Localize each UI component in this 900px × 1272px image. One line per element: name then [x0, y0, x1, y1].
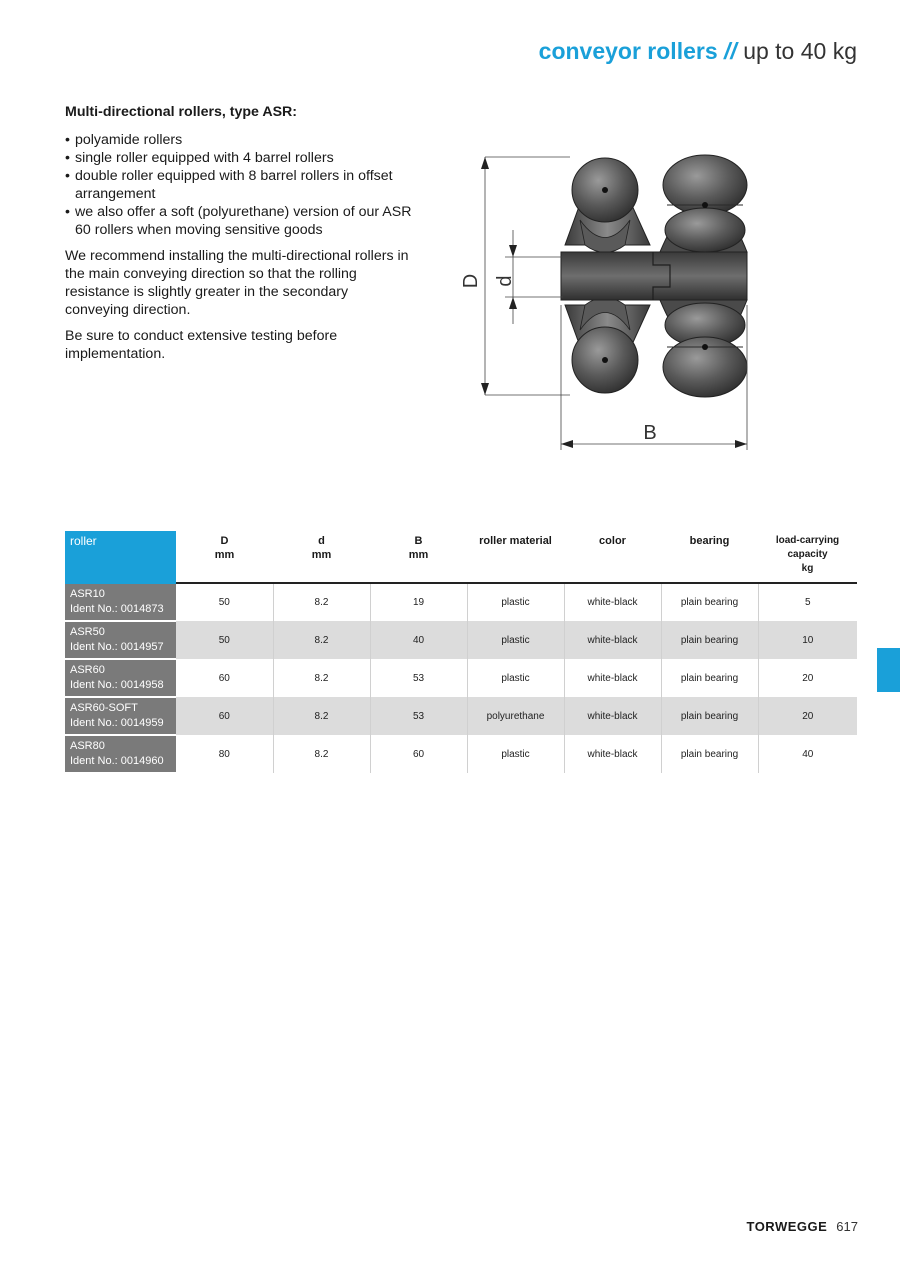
label-B: B	[643, 422, 657, 444]
cell-d: 8.2	[273, 583, 370, 621]
header-load-line1: load-carrying	[775, 535, 840, 546]
ident-number: Ident No.: 0014957	[70, 641, 164, 653]
cell-B: 53	[370, 697, 467, 735]
table-row	[65, 697, 857, 735]
ident-number: Ident No.: 0014873	[70, 603, 164, 615]
header-color: color	[564, 531, 661, 583]
header-load-unit: kg	[801, 563, 814, 574]
cell-color: white-black	[564, 697, 661, 735]
header-B-label: B	[414, 535, 423, 547]
cell-color: white-black	[564, 735, 661, 773]
cell-B: 40	[370, 621, 467, 659]
header-roller: roller	[65, 531, 176, 583]
header-separator: //	[724, 38, 737, 64]
header-D-label: D	[220, 535, 229, 547]
intro-section	[65, 103, 415, 371]
header-d	[273, 531, 370, 583]
cell-D: 50	[218, 597, 230, 608]
cell-load: 10	[758, 621, 857, 659]
feature-list	[65, 131, 415, 239]
feature-item: • single roller equipped with 4 barrel rollers	[65, 149, 415, 167]
roller-name: ASR10	[70, 588, 105, 600]
testing-paragraph: Be sure to conduct extensive testing before implementation.	[65, 328, 338, 362]
table-row	[65, 735, 857, 773]
cell-material: plastic	[467, 735, 564, 773]
header-d-label: d	[318, 535, 325, 547]
cell-material: polyurethane	[467, 697, 564, 735]
cell-bearing: plain bearing	[661, 659, 758, 697]
intro-heading: Multi-directional rollers, type ASR:	[65, 104, 298, 120]
cell-D: 60	[218, 672, 230, 684]
roller-drawing-svg	[455, 135, 795, 470]
roller-name: ASR50	[70, 626, 105, 638]
header-D	[176, 531, 273, 583]
row-label	[65, 583, 176, 621]
feature-item: • we also offer a soft (polyurethane) version of our ASR 60 rollers when moving sensitive goods	[65, 203, 415, 239]
cell-bearing: plain bearing	[661, 583, 758, 621]
label-d: d	[494, 275, 516, 287]
chapter-tab-marker	[877, 648, 900, 692]
header-d-unit: mm	[311, 549, 332, 561]
specs-table	[65, 531, 857, 774]
cell-d: 8.2	[273, 735, 370, 773]
recommendation-paragraph: We recommend installing the multi-directional rollers in the main conveying direction so that the rolling resistance is slightly greater in the secondary conveying direction.	[65, 248, 409, 318]
row-label	[65, 621, 176, 659]
table-header-row	[65, 531, 857, 583]
axle-hub	[561, 252, 747, 300]
row-label	[65, 735, 176, 773]
brand-logo: TORWEGGE	[746, 1219, 828, 1234]
header-bearing: bearing	[661, 531, 758, 583]
cell-B: 53	[370, 659, 467, 697]
cell-B: 60	[370, 735, 467, 773]
cell-D: 60	[176, 697, 273, 735]
cell-material: plastic	[467, 621, 564, 659]
table-row	[65, 583, 857, 621]
header-title-main: conveyor rollers	[538, 38, 718, 64]
label-D: D	[460, 273, 482, 289]
header-B	[370, 531, 467, 583]
feature-item: • double roller equipped with 8 barrel rollers in offset arrangement	[65, 167, 415, 203]
roller-drawing	[455, 135, 795, 470]
header-material: roller material	[467, 531, 564, 583]
header-B-unit: mm	[408, 549, 429, 561]
cell-load: 20	[758, 659, 857, 697]
cell-material: plastic	[467, 583, 564, 621]
cell-D: 50	[176, 621, 273, 659]
cell-D: 80	[218, 748, 230, 760]
table-row	[65, 659, 857, 697]
cell-color: white-black	[564, 583, 661, 621]
header-load-line2: capacity	[787, 549, 828, 560]
ident-number: Ident No.: 0014960	[70, 755, 164, 767]
cell-bearing: plain bearing	[661, 621, 758, 659]
page-footer	[746, 1219, 858, 1234]
page-number: 617	[836, 1219, 858, 1234]
roller-name: ASR60	[70, 664, 105, 676]
cell-bearing: plain bearing	[661, 735, 758, 773]
cell-bearing: plain bearing	[661, 697, 758, 735]
table-row	[65, 621, 857, 659]
cell-B: 19	[370, 583, 467, 621]
cell-color: white-black	[564, 621, 661, 659]
header-D-unit: mm	[214, 549, 235, 561]
cell-load: 5	[758, 583, 857, 621]
cell-material: plastic	[467, 659, 564, 697]
row-label	[65, 659, 176, 697]
header-load	[758, 531, 857, 583]
roller-name: ASR80	[70, 740, 105, 752]
ident-number: Ident No.: 0014959	[70, 717, 164, 729]
ident-number: Ident No.: 0014958	[70, 679, 164, 691]
cell-load: 20	[758, 697, 857, 735]
cell-load: 40	[758, 735, 857, 773]
cell-color: white-black	[564, 659, 661, 697]
cell-d: 8.2	[273, 659, 370, 697]
roller-name: ASR60-SOFT	[70, 702, 138, 714]
header-title-sub: up to 40 kg	[743, 38, 857, 64]
row-label	[65, 697, 176, 735]
cell-d: 8.2	[273, 621, 370, 659]
cell-d: 8.2	[273, 697, 370, 735]
feature-item: • polyamide rollers	[65, 131, 415, 149]
page-header-title	[539, 38, 857, 65]
